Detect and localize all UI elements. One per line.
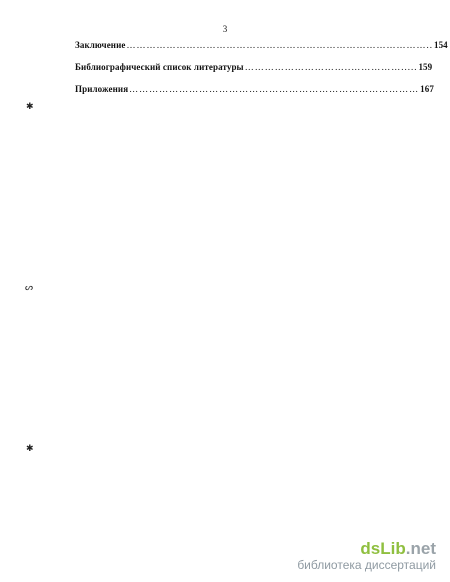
watermark-logo xyxy=(297,540,436,558)
scan-mark-icon: ✱ xyxy=(26,101,34,111)
watermark xyxy=(297,540,436,572)
toc-entry-title: Заключение xyxy=(75,40,126,50)
watermark-subtitle: библиотека диссертаций xyxy=(297,558,436,572)
watermark-logo-main: dsLib xyxy=(360,539,406,558)
toc-entry-page: 167 xyxy=(420,84,434,94)
scan-mark-icon: ✱ xyxy=(26,443,34,453)
toc-entry-page: 154 xyxy=(433,40,448,50)
toc-entry-page: 159 xyxy=(418,62,433,72)
toc-entry-title: Приложения xyxy=(75,84,129,94)
toc-entry-bibliography xyxy=(75,62,433,84)
page-number: 3 xyxy=(222,24,228,34)
scan-mark-icon: ᔕ xyxy=(25,282,34,292)
toc-entry-appendices xyxy=(75,84,434,106)
toc-leader: …………………………..……………..... xyxy=(244,62,418,72)
toc-leader: ……………………………………………………………………………….. xyxy=(126,40,433,50)
toc-entry-title: Библиографический список литературы xyxy=(75,62,244,72)
toc-entry-conclusion xyxy=(75,40,448,62)
watermark-logo-domain: .net xyxy=(405,539,436,558)
table-of-contents xyxy=(75,40,448,106)
toc-leader: …………………………………………………………………………… xyxy=(129,84,420,94)
